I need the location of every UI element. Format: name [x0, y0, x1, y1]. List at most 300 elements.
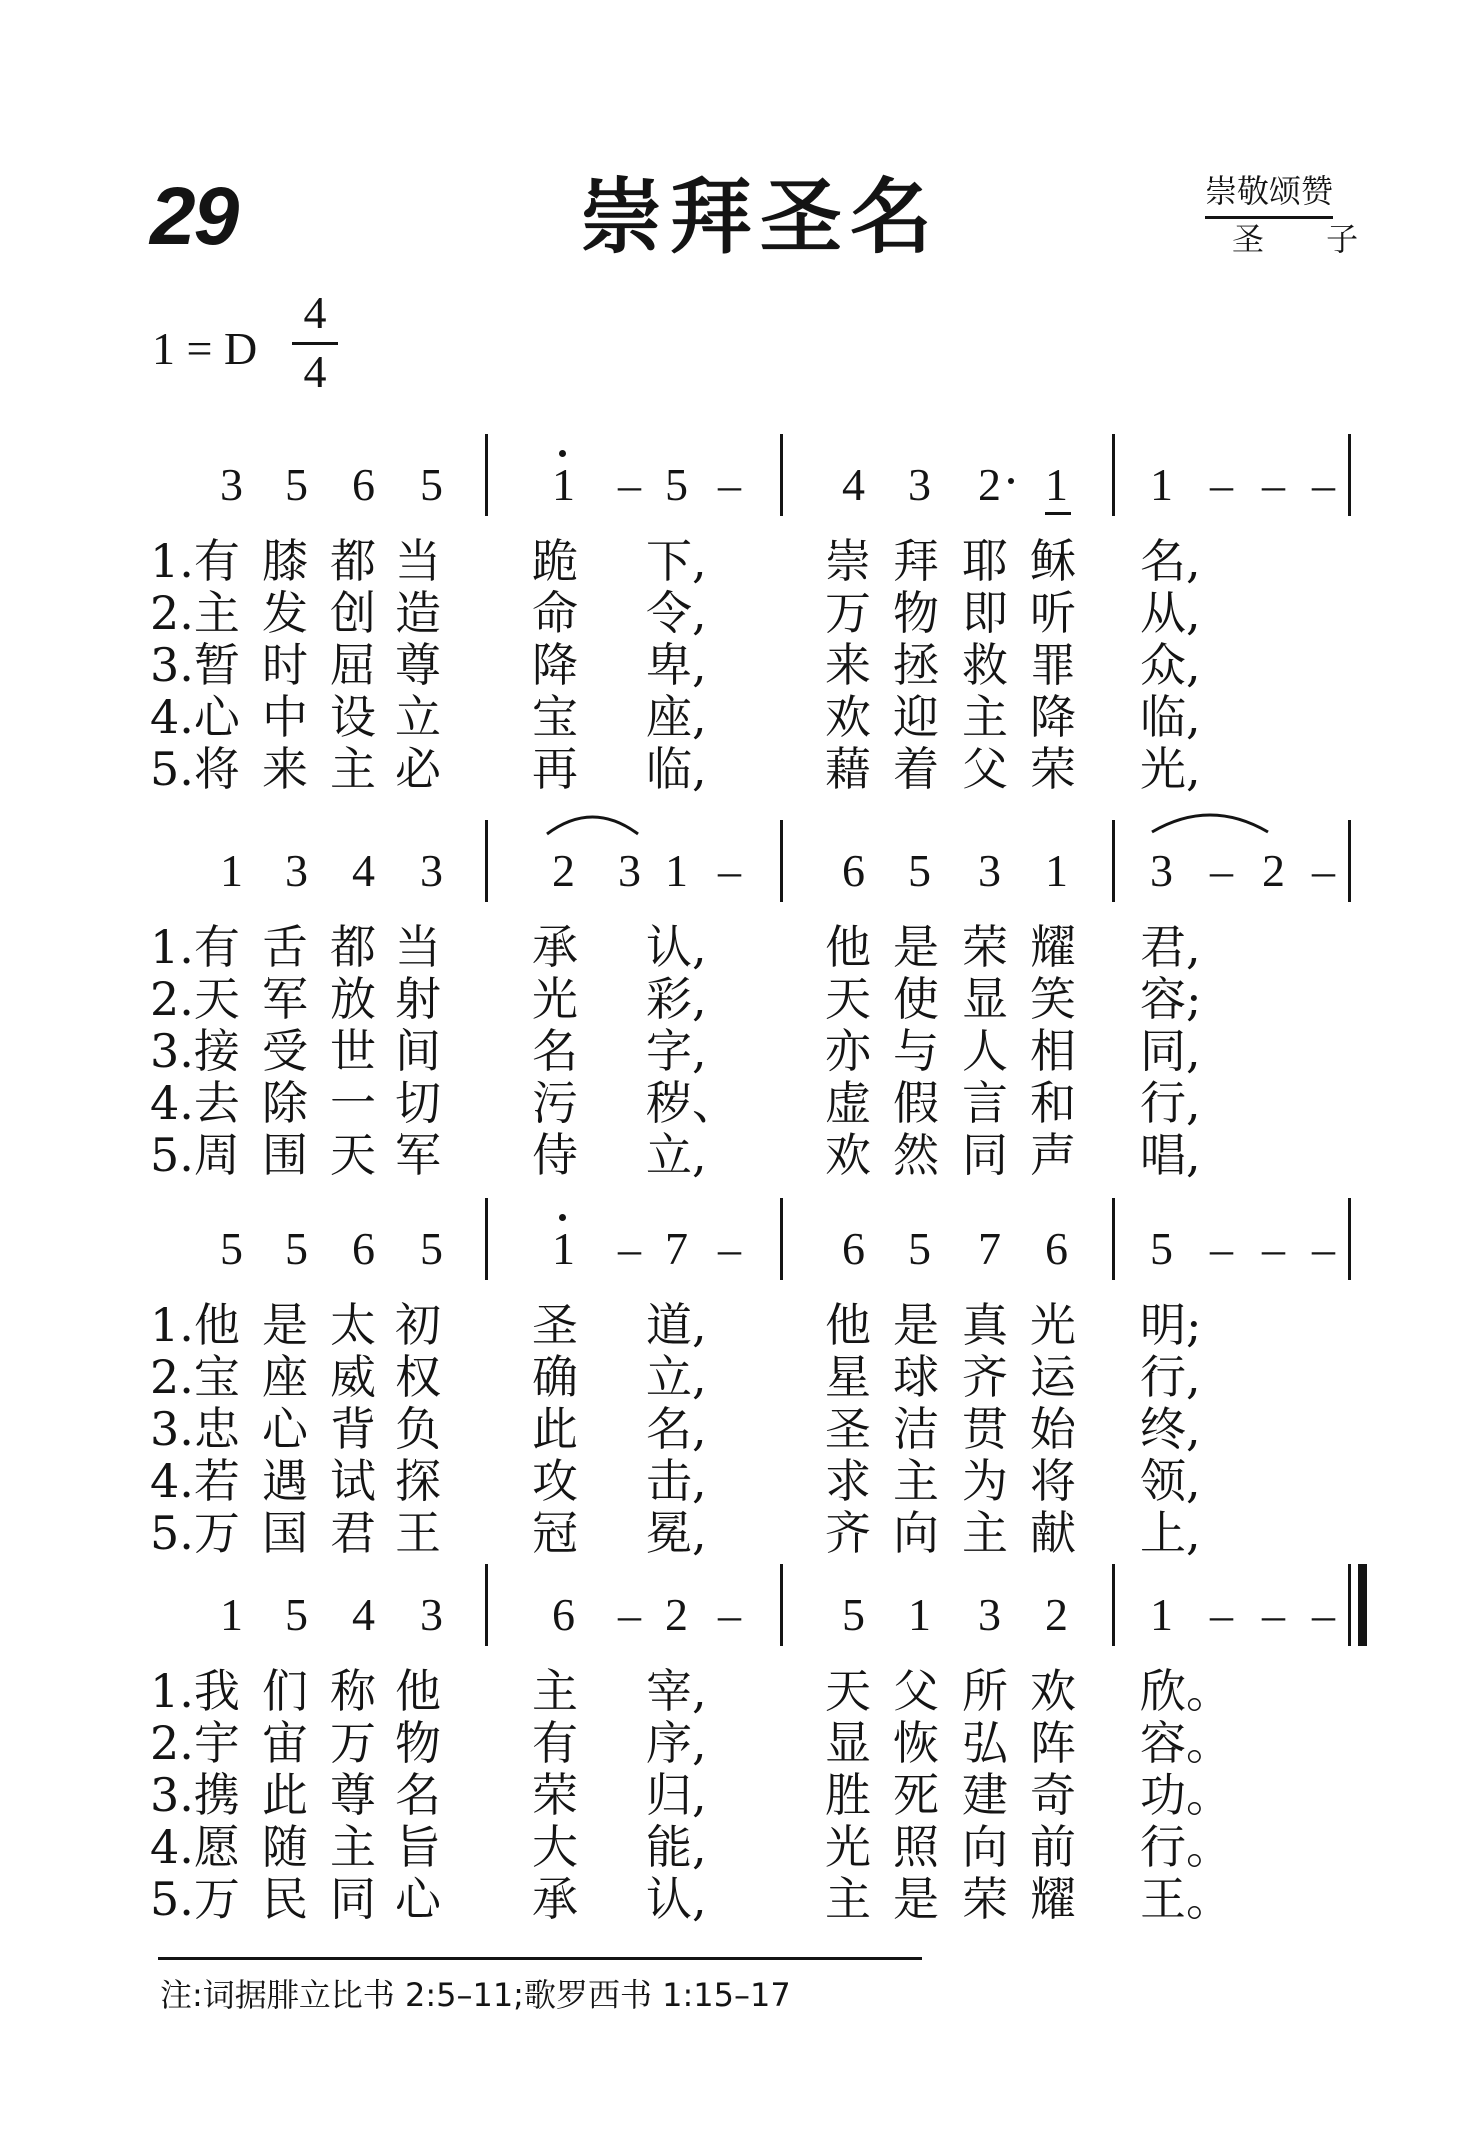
lyric-syllable: 前: [1030, 1820, 1076, 1874]
barline: [780, 434, 783, 516]
note: 6: [1045, 1223, 1068, 1274]
lyric-syllable: 认,: [646, 1872, 707, 1926]
lyric-syllable: 秽、: [646, 1076, 738, 1130]
note: 5: [285, 459, 308, 510]
verse-number-lyric: 2.天: [150, 972, 240, 1026]
barline: [1112, 820, 1115, 902]
lyric-syllable: 道,: [646, 1298, 707, 1352]
note: 3: [618, 845, 641, 896]
note: 6: [352, 459, 375, 510]
lyric-syllable: 都: [330, 920, 376, 974]
lyric-syllable: 父: [893, 1664, 939, 1718]
lyric-syllable: 欢: [825, 690, 871, 744]
verse-number-lyric: 2.主: [150, 586, 240, 640]
hymn-number: 29: [150, 171, 238, 262]
note: 3: [1150, 845, 1173, 896]
lyric-syllable: 声: [1030, 1128, 1076, 1182]
lyric-syllable: 王。: [1140, 1872, 1232, 1926]
lyric-syllable: 确: [532, 1350, 578, 1404]
lyric-syllable: 崇: [825, 534, 871, 588]
note: 3: [420, 845, 443, 896]
lyric-syllable: 求: [825, 1454, 871, 1508]
lyric-syllable: 下,: [646, 534, 707, 588]
barline: [1112, 1198, 1115, 1280]
lyric-syllable: 必: [395, 742, 441, 796]
note: 4: [352, 845, 375, 896]
eighth-note-underline: [1045, 512, 1071, 515]
lyric-syllable: 洁: [893, 1402, 939, 1456]
lyric-syllable: 当: [395, 920, 441, 974]
lyric-syllable: 射: [395, 972, 441, 1026]
lyric-syllable: 天: [825, 972, 871, 1026]
lyric-syllable: 使: [893, 972, 939, 1026]
augmentation-dot: [1008, 478, 1014, 484]
note: 1: [1045, 459, 1068, 510]
lyric-syllable: 显: [825, 1716, 871, 1770]
note: 5: [285, 1223, 308, 1274]
lyric-syllable: 显: [962, 972, 1008, 1026]
lyric-syllable: 击,: [646, 1454, 707, 1508]
barline: [1112, 434, 1115, 516]
lyric-syllable: 他: [825, 920, 871, 974]
lyric-syllable: 旨: [395, 1820, 441, 1874]
lyric-syllable: 主: [330, 742, 376, 796]
lyric-syllable: 行。: [1140, 1820, 1232, 1874]
note: 2: [552, 845, 575, 896]
lyric-syllable: 太: [330, 1298, 376, 1352]
lyric-syllable: 言: [962, 1076, 1008, 1130]
lyric-syllable: 负: [395, 1402, 441, 1456]
lyric-syllable: 随: [262, 1820, 308, 1874]
lyric-syllable: 除: [262, 1076, 308, 1130]
lyric-syllable: 与: [893, 1024, 939, 1078]
note: 1: [552, 459, 575, 510]
lyric-syllable: 耶: [962, 534, 1008, 588]
lyric-syllable: 荣: [962, 1872, 1008, 1926]
lyric-syllable: 向: [893, 1506, 939, 1560]
lyric-syllable: 君: [330, 1506, 376, 1560]
lyric-syllable: 冠: [532, 1506, 578, 1560]
lyric-syllable: 座,: [646, 690, 707, 744]
note: 2: [1262, 845, 1285, 896]
lyric-syllable: 探: [395, 1454, 441, 1508]
note: 4: [352, 1589, 375, 1640]
lyric-syllable: 星: [825, 1350, 871, 1404]
lyric-syllable: 初: [395, 1298, 441, 1352]
lyric-syllable: 假: [893, 1076, 939, 1130]
lyric-syllable: 主: [825, 1872, 871, 1926]
note: –: [1262, 1223, 1285, 1274]
note: 3: [978, 1589, 1001, 1640]
lyric-syllable: 世: [330, 1024, 376, 1078]
lyric-syllable: 令,: [646, 586, 707, 640]
lyric-syllable: 立,: [646, 1350, 707, 1404]
octave-dot: [559, 450, 566, 457]
lyric-syllable: 立,: [646, 1128, 707, 1182]
lyric-syllable: 始: [1030, 1402, 1076, 1456]
note: –: [1262, 459, 1285, 510]
note: 4: [842, 459, 865, 510]
lyric-syllable: 拯: [893, 638, 939, 692]
lyric-syllable: 创: [330, 586, 376, 640]
lyric-syllable: 向: [962, 1820, 1008, 1874]
lyric-syllable: 同: [330, 1872, 376, 1926]
note: 5: [420, 459, 443, 510]
lyric-syllable: 舌: [262, 920, 308, 974]
note: –: [618, 1223, 641, 1274]
footnote-divider: [158, 1957, 922, 1960]
note: 5: [908, 845, 931, 896]
lyric-syllable: 临,: [1140, 690, 1201, 744]
lyric-syllable: 胜: [825, 1768, 871, 1822]
note: 3: [978, 845, 1001, 896]
note: 1: [1150, 459, 1173, 510]
slur-mark: [545, 808, 640, 838]
lyric-syllable: 齐: [825, 1506, 871, 1560]
lyric-syllable: 命: [532, 586, 578, 640]
lyric-syllable: 军: [395, 1128, 441, 1182]
verse-number-lyric: 4.愿: [150, 1820, 240, 1874]
lyric-syllable: 藉: [825, 742, 871, 796]
lyric-syllable: 光,: [1140, 742, 1201, 796]
lyric-syllable: 王: [395, 1506, 441, 1560]
verse-number-lyric: 3.接: [150, 1024, 240, 1078]
note: 5: [908, 1223, 931, 1274]
note: 7: [665, 1223, 688, 1274]
note: 1: [1150, 1589, 1173, 1640]
lyric-syllable: 献: [1030, 1506, 1076, 1560]
note: 2: [1045, 1589, 1068, 1640]
lyric-syllable: 他: [395, 1664, 441, 1718]
note: 1: [220, 845, 243, 896]
lyric-syllable: 终,: [1140, 1402, 1201, 1456]
lyric-syllable: 卑,: [646, 638, 707, 692]
lyric-syllable: 万: [330, 1716, 376, 1770]
hymn-title: 崇拜圣名: [580, 170, 941, 265]
lyric-syllable: 宰,: [646, 1664, 707, 1718]
note: 6: [552, 1589, 575, 1640]
lyric-syllable: 圣: [825, 1402, 871, 1456]
time-signature-top: 4: [303, 287, 327, 338]
lyric-syllable: 字,: [646, 1024, 707, 1078]
lyric-syllable: 名: [532, 1024, 578, 1078]
lyric-syllable: 是: [893, 1872, 939, 1926]
barline: [780, 820, 783, 902]
lyric-syllable: 主: [532, 1664, 578, 1718]
lyric-syllable: 贯: [962, 1402, 1008, 1456]
note: –: [718, 459, 741, 510]
lyric-syllable: 切: [395, 1076, 441, 1130]
lyric-syllable: 光: [532, 972, 578, 1026]
lyric-syllable: 威: [330, 1350, 376, 1404]
lyric-syllable: 承: [532, 920, 578, 974]
lyric-syllable: 名: [395, 1768, 441, 1822]
lyric-syllable: 主: [893, 1454, 939, 1508]
lyric-syllable: 上,: [1140, 1506, 1201, 1560]
lyric-syllable: 围: [262, 1128, 308, 1182]
lyric-syllable: 容。: [1140, 1716, 1232, 1770]
barline: [1112, 1564, 1115, 1646]
lyric-syllable: 来: [262, 742, 308, 796]
lyric-syllable: 欢: [1030, 1664, 1076, 1718]
note: 6: [352, 1223, 375, 1274]
note: 5: [665, 459, 688, 510]
verse-number-lyric: 3.忠: [150, 1402, 240, 1456]
lyric-syllable: 行,: [1140, 1350, 1201, 1404]
lyric-syllable: 光: [825, 1820, 871, 1874]
lyric-syllable: 立: [395, 690, 441, 744]
lyric-syllable: 设: [330, 690, 376, 744]
note: 5: [1150, 1223, 1173, 1274]
lyric-syllable: 膝: [262, 534, 308, 588]
verse-number-lyric: 1.他: [150, 1298, 240, 1352]
barline: [780, 1564, 783, 1646]
lyric-syllable: 宝: [532, 690, 578, 744]
lyric-syllable: 序,: [646, 1716, 707, 1770]
note: 3: [220, 459, 243, 510]
lyric-syllable: 同,: [1140, 1024, 1201, 1078]
time-signature: [292, 287, 338, 397]
lyric-syllable: 天: [330, 1128, 376, 1182]
lyric-syllable: 众,: [1140, 638, 1201, 692]
lyric-syllable: 此: [532, 1402, 578, 1456]
lyric-syllable: 彩,: [646, 972, 707, 1026]
lyric-syllable: 遇: [262, 1454, 308, 1508]
barline: [1348, 434, 1351, 516]
note: 2: [665, 1589, 688, 1640]
hymn-category: 崇敬颂赞: [1205, 166, 1333, 219]
lyric-syllable: 心: [395, 1872, 441, 1926]
verse-number-lyric: 4.心: [150, 690, 240, 744]
verse-number-lyric: 1.有: [150, 534, 240, 588]
verse-number-lyric: 5.万: [150, 1506, 240, 1560]
lyric-syllable: 都: [330, 534, 376, 588]
note: –: [718, 1589, 741, 1640]
note: –: [1262, 1589, 1285, 1640]
lyric-syllable: 荣: [962, 920, 1008, 974]
lyric-syllable: 军: [262, 972, 308, 1026]
lyric-syllable: 权: [395, 1350, 441, 1404]
lyric-syllable: 弘: [962, 1716, 1008, 1770]
note: –: [1210, 1589, 1233, 1640]
footnote: 注:词据腓立比书 2:5–11;歌罗西书 1:15–17: [160, 1976, 791, 2014]
lyric-syllable: 照: [893, 1820, 939, 1874]
lyric-syllable: 名,: [646, 1402, 707, 1456]
lyric-syllable: 再: [532, 742, 578, 796]
lyric-syllable: 恢: [893, 1716, 939, 1770]
lyric-syllable: 救: [962, 638, 1008, 692]
lyric-syllable: 为: [962, 1454, 1008, 1508]
lyric-syllable: 人: [962, 1024, 1008, 1078]
note: 3: [420, 1589, 443, 1640]
slur-mark: [1150, 806, 1270, 836]
lyric-syllable: 当: [395, 534, 441, 588]
lyric-syllable: 齐: [962, 1350, 1008, 1404]
verse-number-lyric: 4.若: [150, 1454, 240, 1508]
lyric-syllable: 天: [825, 1664, 871, 1718]
lyric-syllable: 容;: [1140, 972, 1202, 1026]
lyric-syllable: 尊: [330, 1768, 376, 1822]
note: –: [718, 845, 741, 896]
lyric-syllable: 亦: [825, 1024, 871, 1078]
lyric-syllable: 从,: [1140, 586, 1201, 640]
lyric-syllable: 即: [962, 586, 1008, 640]
lyric-syllable: 临,: [646, 742, 707, 796]
verse-number-lyric: 3.携: [150, 1768, 240, 1822]
lyric-syllable: 笑: [1030, 972, 1076, 1026]
note: –: [618, 459, 641, 510]
note: 1: [1045, 845, 1068, 896]
lyric-syllable: 拜: [893, 534, 939, 588]
lyric-syllable: 主: [330, 1820, 376, 1874]
note: 2: [978, 459, 1001, 510]
lyric-syllable: 君,: [1140, 920, 1201, 974]
note: 1: [220, 1589, 243, 1640]
lyric-syllable: 受: [262, 1024, 308, 1078]
lyric-syllable: 试: [330, 1454, 376, 1508]
verse-number-lyric: 5.周: [150, 1128, 240, 1182]
lyric-syllable: 听: [1030, 586, 1076, 640]
lyric-syllable: 欣。: [1140, 1664, 1232, 1718]
lyric-syllable: 将: [1030, 1454, 1076, 1508]
lyric-syllable: 承: [532, 1872, 578, 1926]
note: 5: [285, 1589, 308, 1640]
lyric-syllable: 中: [262, 690, 308, 744]
lyric-syllable: 污: [532, 1076, 578, 1130]
lyric-syllable: 发: [262, 586, 308, 640]
lyric-syllable: 攻: [532, 1454, 578, 1508]
key-signature: 1 = D: [152, 323, 258, 374]
lyric-syllable: 罪: [1030, 638, 1076, 692]
lyric-syllable: 此: [262, 1768, 308, 1822]
lyric-syllable: 然: [893, 1128, 939, 1182]
lyric-syllable: 物: [893, 586, 939, 640]
barline: [485, 1198, 488, 1280]
lyric-syllable: 降: [532, 638, 578, 692]
note: 3: [285, 845, 308, 896]
note: –: [1312, 1223, 1335, 1274]
lyric-syllable: 耀: [1030, 920, 1076, 974]
note: 1: [552, 1223, 575, 1274]
lyric-syllable: 造: [395, 586, 441, 640]
lyric-syllable: 认,: [646, 920, 707, 974]
lyric-syllable: 死: [893, 1768, 939, 1822]
note: –: [1210, 845, 1233, 896]
verse-number-lyric: 1.我: [150, 1664, 240, 1718]
note: –: [718, 1223, 741, 1274]
note: –: [1210, 459, 1233, 510]
note: –: [1312, 1589, 1335, 1640]
lyric-syllable: 功。: [1140, 1768, 1232, 1822]
lyric-syllable: 侍: [532, 1128, 578, 1182]
verse-number-lyric: 2.宇: [150, 1716, 240, 1770]
lyric-syllable: 迎: [893, 690, 939, 744]
lyric-syllable: 荣: [532, 1768, 578, 1822]
barline: [1348, 820, 1351, 902]
lyric-syllable: 圣: [532, 1298, 578, 1352]
verse-number-lyric: 5.将: [150, 742, 240, 796]
lyric-syllable: 间: [395, 1024, 441, 1078]
note: –: [1312, 845, 1335, 896]
lyric-syllable: 主: [962, 690, 1008, 744]
lyric-syllable: 称: [330, 1664, 376, 1718]
lyric-syllable: 建: [962, 1768, 1008, 1822]
note: –: [1210, 1223, 1233, 1274]
note: 3: [908, 459, 931, 510]
lyric-syllable: 欢: [825, 1128, 871, 1182]
lyric-syllable: 能,: [646, 1820, 707, 1874]
lyric-syllable: 父: [962, 742, 1008, 796]
lyric-syllable: 宙: [262, 1716, 308, 1770]
lyric-syllable: 阵: [1030, 1716, 1076, 1770]
lyric-syllable: 真: [962, 1298, 1008, 1352]
lyric-syllable: 和: [1030, 1076, 1076, 1130]
lyric-syllable: 归,: [646, 1768, 707, 1822]
hymn-author: 圣 子: [1232, 220, 1385, 258]
lyric-syllable: 奇: [1030, 1768, 1076, 1822]
note: 6: [842, 1223, 865, 1274]
final-barline: [1348, 1564, 1351, 1646]
lyric-syllable: 同: [962, 1128, 1008, 1182]
lyric-syllable: 座: [262, 1350, 308, 1404]
lyric-syllable: 来: [825, 638, 871, 692]
note: 5: [420, 1223, 443, 1274]
lyric-syllable: 着: [893, 742, 939, 796]
note: –: [618, 1589, 641, 1640]
barline: [1348, 1198, 1351, 1280]
lyric-syllable: 运: [1030, 1350, 1076, 1404]
lyric-syllable: 行,: [1140, 1076, 1201, 1130]
lyric-syllable: 时: [262, 638, 308, 692]
lyric-syllable: 耀: [1030, 1872, 1076, 1926]
lyric-syllable: 明;: [1140, 1298, 1202, 1352]
lyric-syllable: 是: [893, 920, 939, 974]
lyric-syllable: 冕,: [646, 1506, 707, 1560]
lyric-syllable: 屈: [330, 638, 376, 692]
verse-number-lyric: 1.有: [150, 920, 240, 974]
lyric-syllable: 领,: [1140, 1454, 1201, 1508]
barline: [485, 1564, 488, 1646]
lyric-syllable: 他: [825, 1298, 871, 1352]
lyric-syllable: 降: [1030, 690, 1076, 744]
note: 5: [220, 1223, 243, 1274]
note: 5: [842, 1589, 865, 1640]
final-barline-thick: [1358, 1564, 1367, 1646]
lyric-syllable: 光: [1030, 1298, 1076, 1352]
lyric-syllable: 稣: [1030, 534, 1076, 588]
barline: [485, 434, 488, 516]
lyric-syllable: 民: [262, 1872, 308, 1926]
lyric-syllable: 一: [330, 1076, 376, 1130]
note: 1: [908, 1589, 931, 1640]
lyric-syllable: 有: [532, 1716, 578, 1770]
lyric-syllable: 所: [962, 1664, 1008, 1718]
lyric-syllable: 相: [1030, 1024, 1076, 1078]
lyric-syllable: 主: [962, 1506, 1008, 1560]
verse-number-lyric: 4.去: [150, 1076, 240, 1130]
lyric-syllable: 跪: [532, 534, 578, 588]
note: 1: [665, 845, 688, 896]
lyric-syllable: 们: [262, 1664, 308, 1718]
lyric-syllable: 放: [330, 972, 376, 1026]
lyric-syllable: 唱,: [1140, 1128, 1201, 1182]
note: –: [1312, 459, 1335, 510]
note: 7: [978, 1223, 1001, 1274]
lyric-syllable: 荣: [1030, 742, 1076, 796]
lyric-syllable: 球: [893, 1350, 939, 1404]
note: 6: [842, 845, 865, 896]
lyric-syllable: 心: [262, 1402, 308, 1456]
